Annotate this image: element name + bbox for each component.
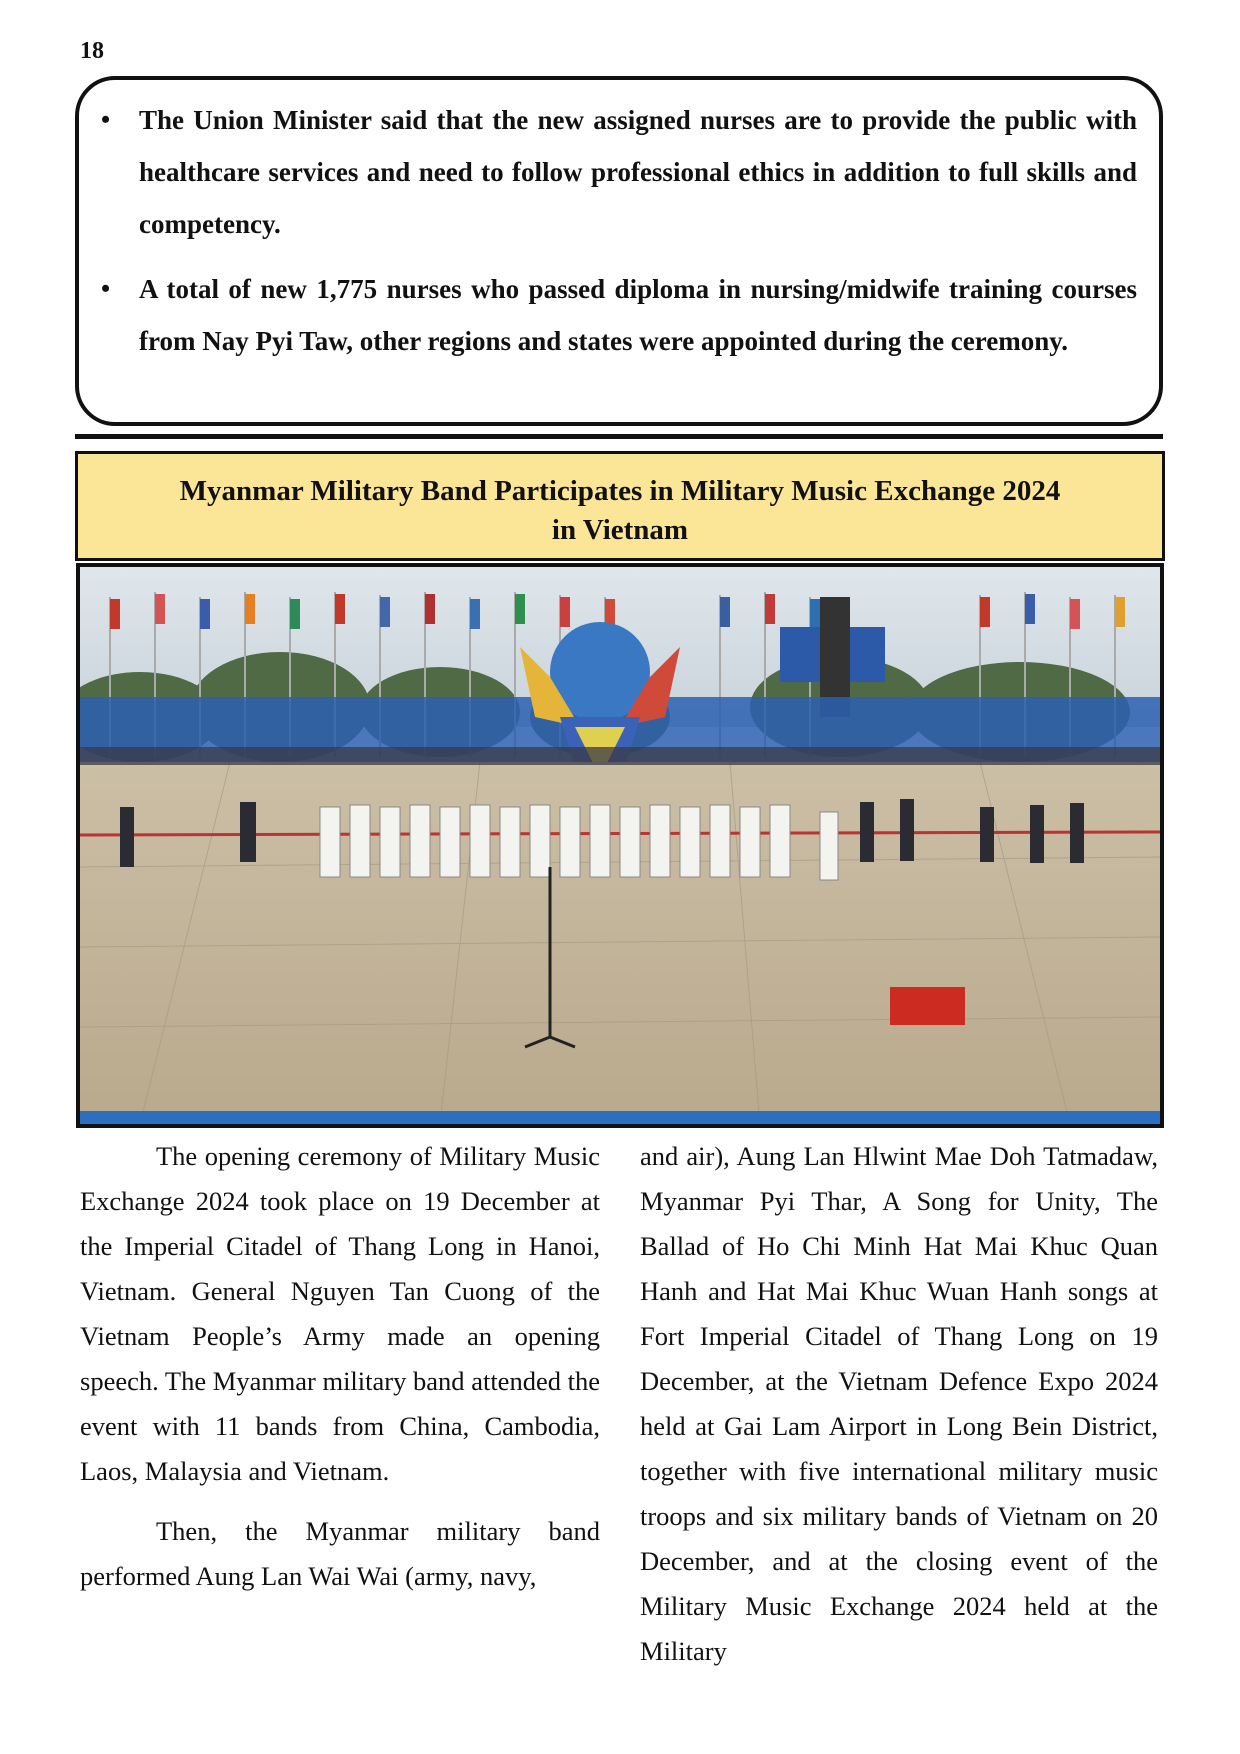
summary-bullet-text: The Union Minister said that the new assigned nurses are to provide the public with healthcare services and need to follow professional ethics in addition to full skills and competency. [139,105,1137,239]
page-number: 18 [80,38,104,64]
summary-bullet [101,94,1137,250]
photo-bottom-strip [80,1111,1160,1124]
section-divider [75,434,1163,439]
marching-band [320,805,838,880]
bullet-icon: • [101,105,111,134]
crowd [80,747,1160,765]
bullet-icon: • [101,274,111,303]
article-paragraph: The opening ceremony of Military Music Exchange 2024 took place on 19 December at the Imperial Citadel of Thang Long in Hanoi, Vietnam. General Nguyen Tan Cuong of the Vietnam People’s Army made an opening speech. The Myanmar military band attended the event with 11 bands from China, Cambodia, Laos, Malaysia and Vietnam. [80,1141,600,1486]
article-column-left [80,1134,600,1599]
summary-box [75,76,1163,426]
red-podium [890,987,965,1025]
headline-box [75,451,1165,561]
band-parade-photo [80,567,1160,1124]
article-paragraph: and air), Aung Lan Hlwint Mae Doh Tatmadaw, Myanmar Pyi Thar, A Song for Unity, The Ballad of Ho Chi Minh Hat Mai Khuc Quan Hanh and Hat Mai Khuc Wuan Hanh songs at Fort Imperial Citadel of Thang Long on 19 December, at the Vietnam Defence Expo 2024 held at Gai Lam Airport in Long Bein District, together with five international military music troops and six military bands of Vietnam on 20 December, and at the closing event of the Military Music Exchange 2024 held at the Military [640,1141,1158,1666]
article-photo [76,563,1164,1128]
headline-line-1: Myanmar Military Band Participates in Military Music Exchange 2024 [179,475,1061,507]
summary-bullet-text: A total of new 1,775 nurses who passed diploma in nursing/midwife training courses from Nay Pyi Taw, other regions and states were appointed during the ceremony. [139,274,1137,356]
article-column-right [640,1134,1158,1674]
article-headline [78,454,1162,550]
summary-bullet [101,263,1137,367]
article-paragraph: Then, the Myanmar military band performed Aung Lan Wai Wai (army, navy, [80,1516,600,1591]
headline-line-2: in Vietnam [551,514,689,546]
